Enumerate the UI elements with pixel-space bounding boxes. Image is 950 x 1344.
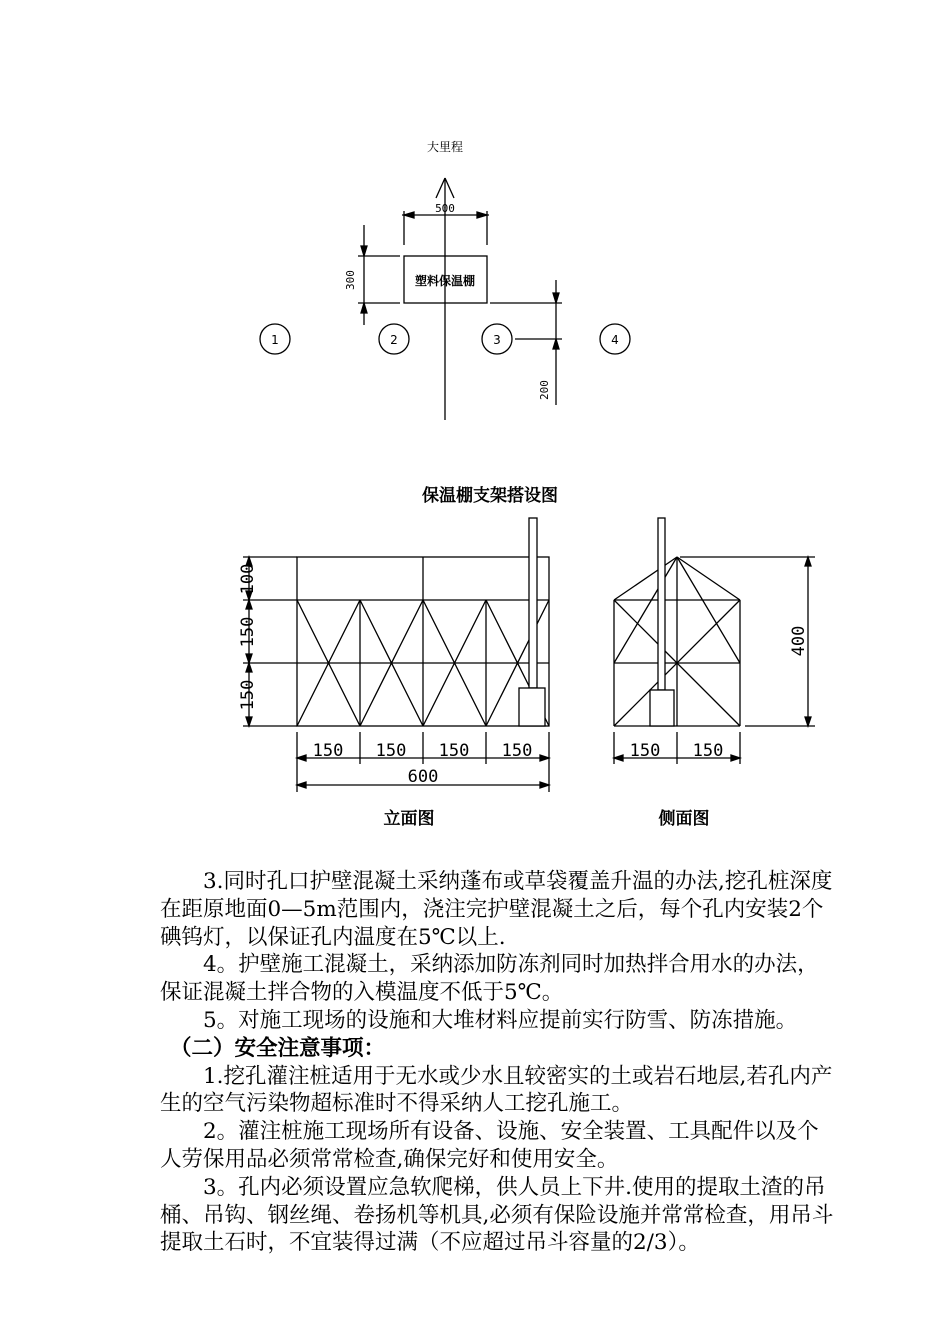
pile-number-3: 3 — [493, 333, 501, 347]
safety-item-1: 1.挖孔灌注桩适用于无水或少水且较密实的土或岩石地层,若孔内产生的空气污染物超标准时不得采纳人工挖孔施工。 — [160, 1063, 833, 1117]
front-height-dim-2: 150 — [238, 616, 258, 648]
width-dim-label: 500 — [435, 202, 455, 215]
shed-label: 塑料保温棚 — [414, 274, 476, 288]
side-width-dim-1: 150 — [629, 741, 661, 761]
front-height-dim-1: 100 — [238, 563, 258, 595]
front-chimney — [529, 518, 537, 688]
pile-number-2: 2 — [390, 333, 398, 347]
paragraph-3: 3.同时孔口护壁混凝土采纳蓬布或草袋覆盖升温的办法,挖孔桩深度在距原地面0—5m范围内，浇注完护壁混凝土之后，每个孔内安装2个碘钨灯，以保证孔内温度在5℃以上. — [160, 869, 833, 950]
side-caption: 侧面图 — [658, 809, 710, 829]
front-height-dim-3: 150 — [238, 679, 258, 711]
safety-item-3: 3。孔内必须设置应急软爬梯，供人员上下井.使用的提取土渣的吊桶、吊钩、钢丝绳、卷扬机等机具,必须有保险设施并常常检查，用吊斗提取土石时，不宜装得过满（不应超过吊斗容量的2/3）。 — [160, 1174, 834, 1256]
paragraph-5: 5。对施工现场的设施和大堆材料应提前实行防雪、防冻措施。 — [203, 1007, 798, 1033]
front-width-dim-4: 150 — [501, 741, 533, 761]
north-label: 大里程 — [426, 140, 464, 154]
front-total-width: 600 — [407, 767, 439, 787]
north-arrow-head-left — [436, 178, 445, 198]
offset-dim-label: 200 — [538, 380, 551, 400]
side-total-height: 400 — [789, 625, 809, 657]
body-text — [160, 868, 840, 1257]
safety-heading: （二）安全注意事项： — [170, 1035, 386, 1061]
front-width-dim-2: 150 — [375, 741, 407, 761]
front-stove — [519, 688, 545, 726]
side-chimney — [658, 518, 665, 690]
side-width-dim-2: 150 — [692, 741, 724, 761]
front-caption: 立面图 — [383, 809, 435, 829]
pile-number-4: 4 — [611, 333, 619, 347]
front-width-dim-3: 150 — [438, 741, 470, 761]
side-elevation — [614, 518, 815, 764]
depth-dim-label: 300 — [344, 270, 357, 290]
pile-number-1: 1 — [271, 333, 279, 347]
paragraph-4: 4。护壁施工混凝土，采纳添加防冻剂同时加热拌合用水的办法，保证混凝土拌合物的入模温度不低于5℃。 — [160, 952, 819, 1006]
front-width-dim-1: 150 — [312, 741, 344, 761]
north-arrow-head-right — [445, 178, 454, 198]
frame-diagram-title: 保温棚支架搭设图 — [422, 486, 558, 506]
side-stove — [650, 690, 674, 726]
safety-item-2: 2。灌注桩施工现场所有设备、设施、安全装置、工具配件以及个人劳保用品必须常常检查,确保完好和使用安全。 — [160, 1119, 819, 1172]
